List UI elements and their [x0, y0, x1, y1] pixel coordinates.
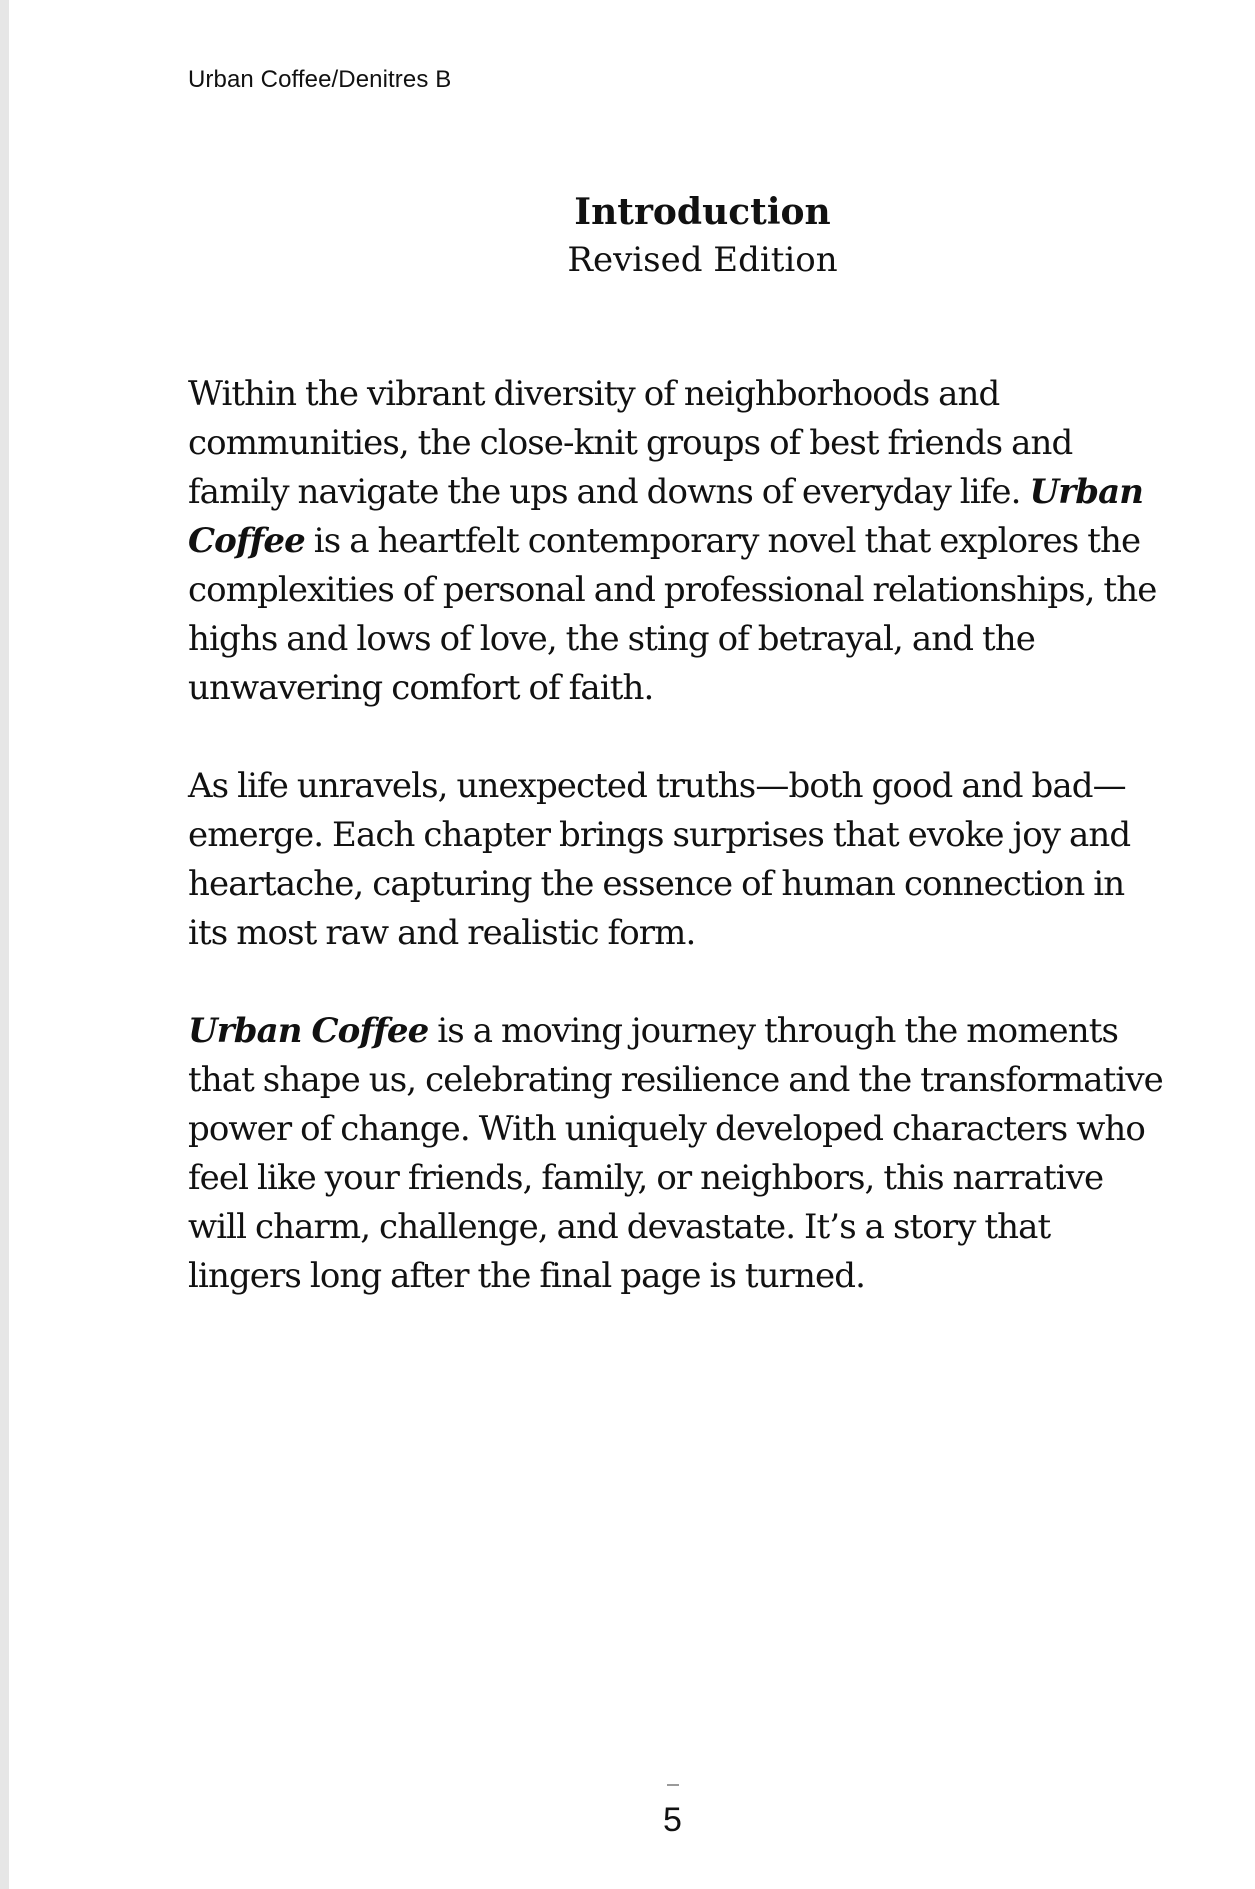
chapter-heading: [0, 188, 1255, 284]
page-title: Introduction: [574, 191, 831, 233]
page-subtitle: Revised Edition: [567, 240, 838, 280]
paragraph-3-text-end: is a moving journey through the moments that shape us, celebrating resilience and the transformative power of change. With uniquely developed characters who feel like your friends, family, or neighbors, this narrative will charm, challenge, and devastate. It’s a story that lingers long after the final page is turned.: [188, 1011, 1163, 1296]
page-number: 5: [663, 1801, 682, 1839]
book-title-emphasis: Urban Coffee: [188, 1011, 429, 1051]
paragraph-1-text-end: is a heartfelt contemporary novel that explores the complexities of personal and professional relationships, the highs and lows of love, the sting of betrayal, and the unwavering comfort of faith.: [188, 521, 1157, 708]
page-footer: [0, 1784, 1255, 1840]
book-title-emphasis: Urban Coffee: [188, 472, 1144, 561]
page-number-rule: [667, 1784, 679, 1786]
running-header: Urban Coffee/Denitres B: [188, 66, 452, 93]
paragraph-3: [188, 1007, 1168, 1301]
paragraph-1-text-start: Within the vibrant diversity of neighborhoods and communities, the close-knit groups of best friends and family navigate the ups and downs of everyday life.: [188, 374, 1073, 512]
body-text: [188, 370, 1168, 1350]
paragraph-1: [188, 370, 1168, 713]
paragraph-2: As life unravels, unexpected truths—both good and bad—emerge. Each chapter brings surprises that evoke joy and heartache, capturing the essence of human connection in its most raw and realistic form.: [188, 766, 1131, 953]
